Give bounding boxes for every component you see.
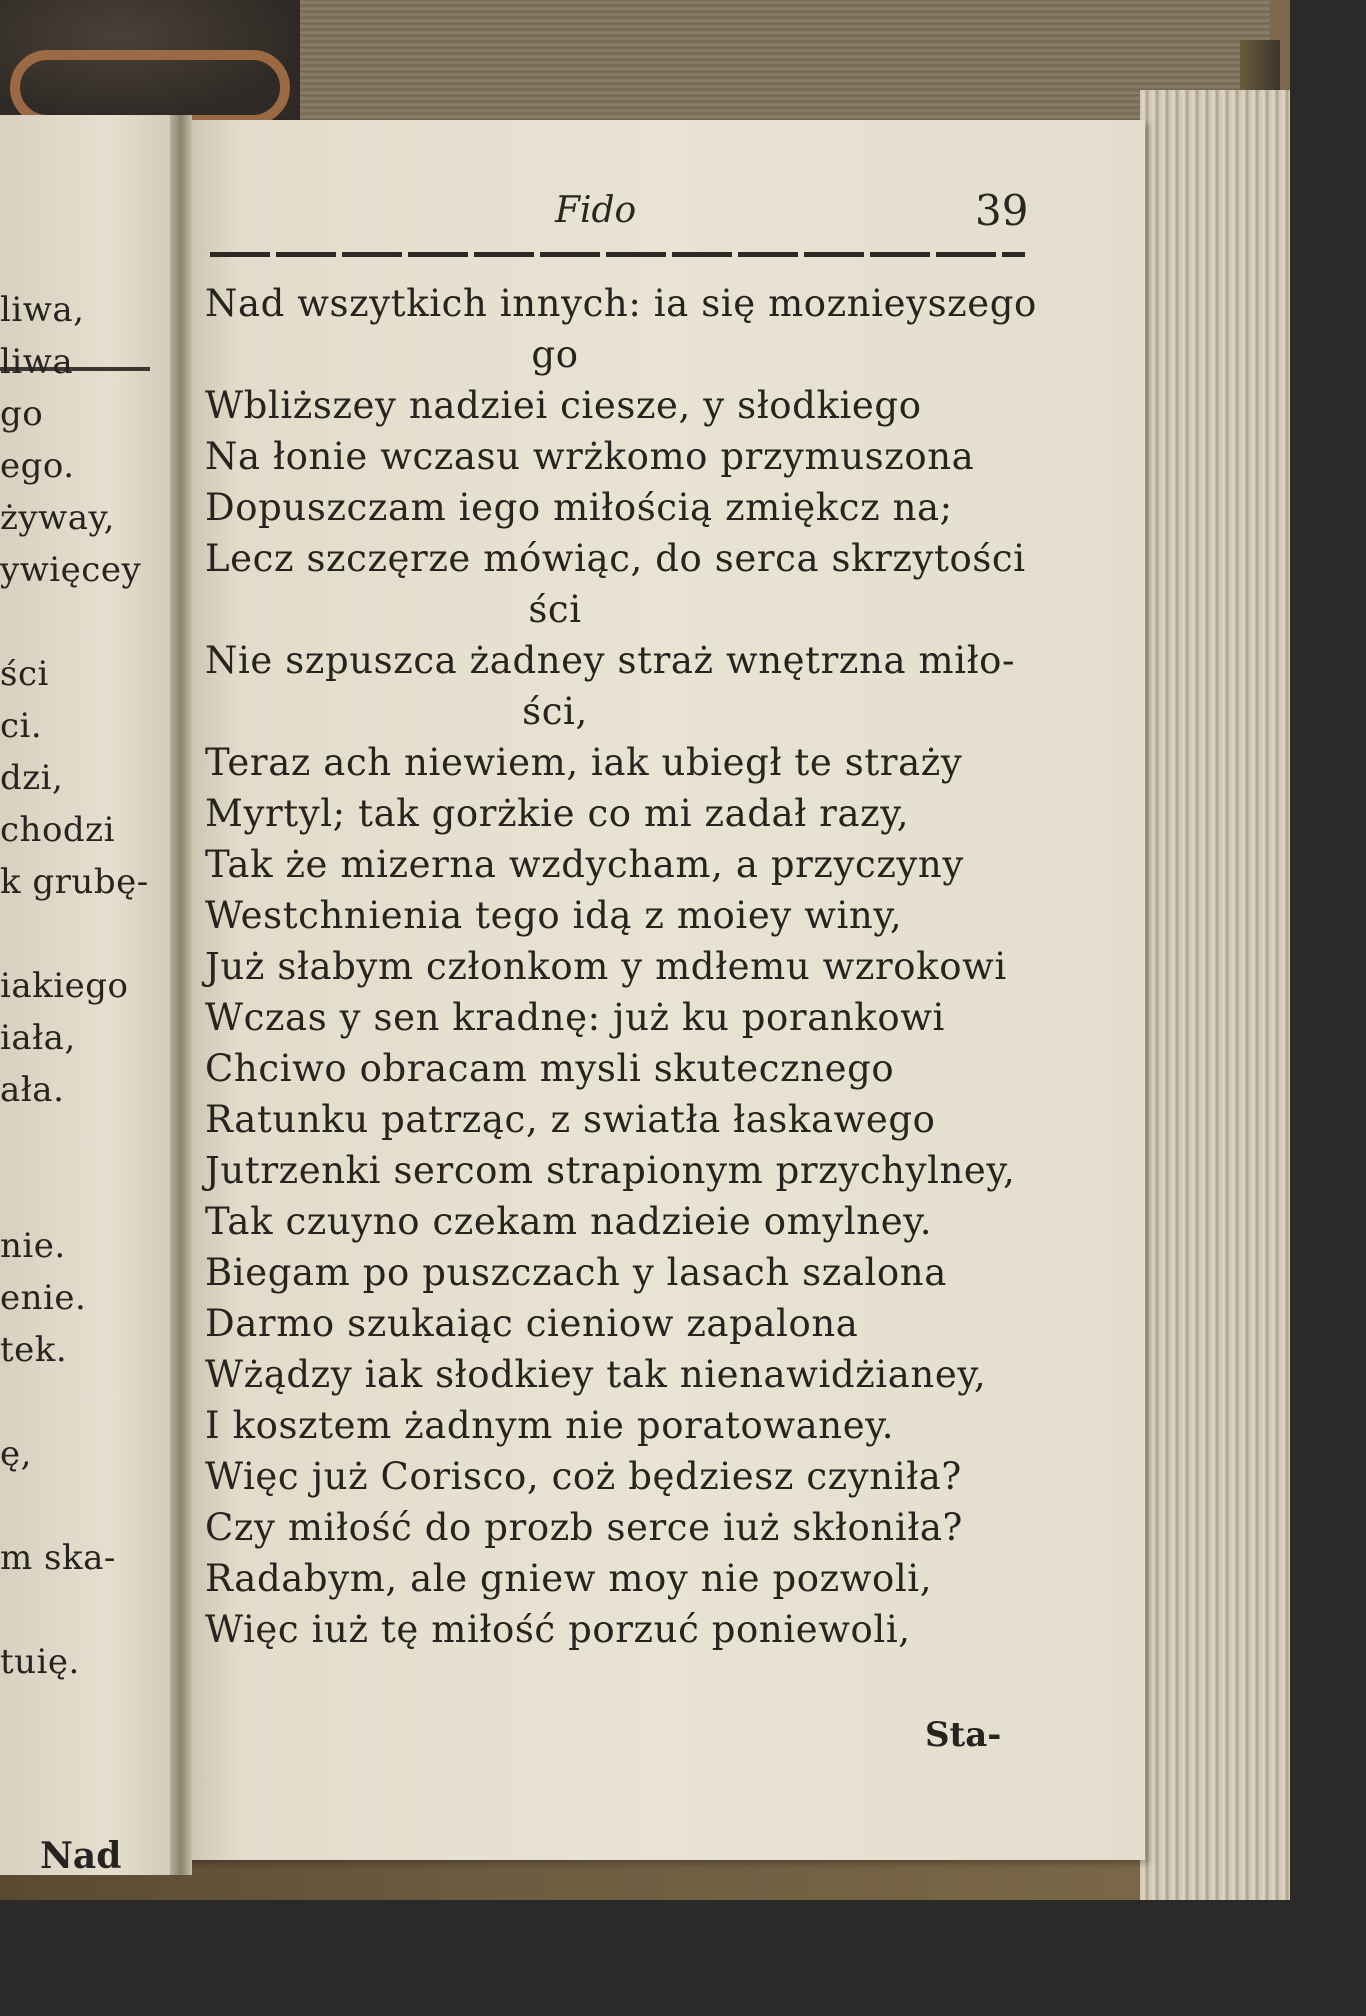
verse-line: Chciwo obracam mysli skutecznego — [205, 1047, 895, 1090]
verse-line: ści, — [522, 690, 588, 733]
verse-line: Myrtyl; tak gorżkie co mi zadał razy, — [205, 792, 910, 835]
left-page-line: iała, — [0, 1018, 76, 1058]
left-catchword: Nad — [40, 1835, 122, 1877]
left-page-line: m ska- — [0, 1538, 116, 1578]
verse-line: Czy miłość do prozb serce iuż skłoniła? — [205, 1506, 963, 1549]
left-page-line: tuię. — [0, 1642, 80, 1682]
verse-line: ści — [528, 588, 582, 631]
header-rule — [210, 252, 1025, 257]
verse-line: Więc już Corisco, coż będziesz czyniła? — [205, 1455, 962, 1498]
verse-line: Radabym, ale gniew moy nie pozwoli, — [205, 1557, 933, 1600]
catchword: Sta- — [925, 1715, 1002, 1755]
verse-line: Wczas y sen kradnę: już ku porankowi — [205, 996, 945, 1039]
verse-line: Teraz ach niewiem, iak ubiegł te straży — [205, 741, 963, 784]
running-head: Fido — [555, 190, 637, 231]
left-page-line: liwa, — [0, 290, 85, 330]
left-page-line: ści — [0, 654, 49, 694]
verse-line: go — [531, 333, 579, 376]
verse-line: Dopuszczam iego miłością zmiękcz na; — [205, 486, 953, 529]
page-number: 39 — [975, 186, 1029, 235]
verse-line: Biegam po puszczach y lasach szalona — [205, 1251, 947, 1294]
left-page-line: ę, — [0, 1434, 32, 1474]
verse-line: Tak czuyno czekam nadzieie omylney. — [205, 1200, 933, 1243]
book-gutter — [170, 115, 192, 1875]
left-page-line: k grubę- — [0, 862, 149, 902]
verse-line: Więc iuż tę miłość porzuć poniewoli, — [205, 1608, 911, 1651]
left-page-line: tek. — [0, 1330, 68, 1370]
verse-line: Na łonie wczasu wrżkomo przymuszona — [205, 435, 975, 478]
verse-line: Nie szpuszca żadney straż wnętrzna miło- — [205, 639, 1016, 682]
left-page-line: żyway, — [0, 498, 115, 538]
left-page-line: enie. — [0, 1278, 87, 1318]
verse-line: Tak że mizerna wzdycham, a przyczyny — [205, 843, 964, 886]
verse-line: Nad wszytkich innych: ia się moznieyszego — [205, 282, 1037, 325]
verse-line: Jutrzenki sercom strapionym przychylney, — [205, 1149, 1016, 1192]
verse-line: Wżądzy iak słodkiey tak nienawidżianey, — [205, 1353, 987, 1396]
left-page-line: chodzi — [0, 810, 115, 850]
left-page-line: ego. — [0, 446, 75, 486]
poem-text — [205, 278, 1037, 1655]
left-page-line: dzi, — [0, 758, 64, 798]
verse-line: Wbliższey nadziei ciesze, y słodkiego — [205, 384, 922, 427]
page-edges-right — [1140, 90, 1290, 1900]
verse-line: Już słabym członkom y mdłemu wzrokowi — [205, 945, 1007, 988]
spine-band — [10, 50, 290, 125]
verse-line: Lecz szczęrze mówiąc, do serca skrzytości — [205, 537, 1026, 580]
verse-line: I kosztem żadnym nie poratowaney. — [205, 1404, 895, 1447]
verse-line: Westchnienia tego idą z moiey winy, — [205, 894, 903, 937]
left-page-line: ywięcey — [0, 550, 142, 590]
left-page-line: ci. — [0, 706, 43, 746]
left-page-line: go — [0, 394, 44, 434]
left-page-line: ała. — [0, 1070, 65, 1110]
verse-line: Ratunku patrząc, z swiatła łaskawego — [205, 1098, 936, 1141]
left-page-line: iakiego — [0, 966, 129, 1006]
verse-line: Darmo szukaiąc cieniow zapalona — [205, 1302, 859, 1345]
left-page-line: liwa — [0, 342, 74, 382]
left-page — [0, 115, 185, 1875]
left-page-line: nie. — [0, 1226, 66, 1266]
